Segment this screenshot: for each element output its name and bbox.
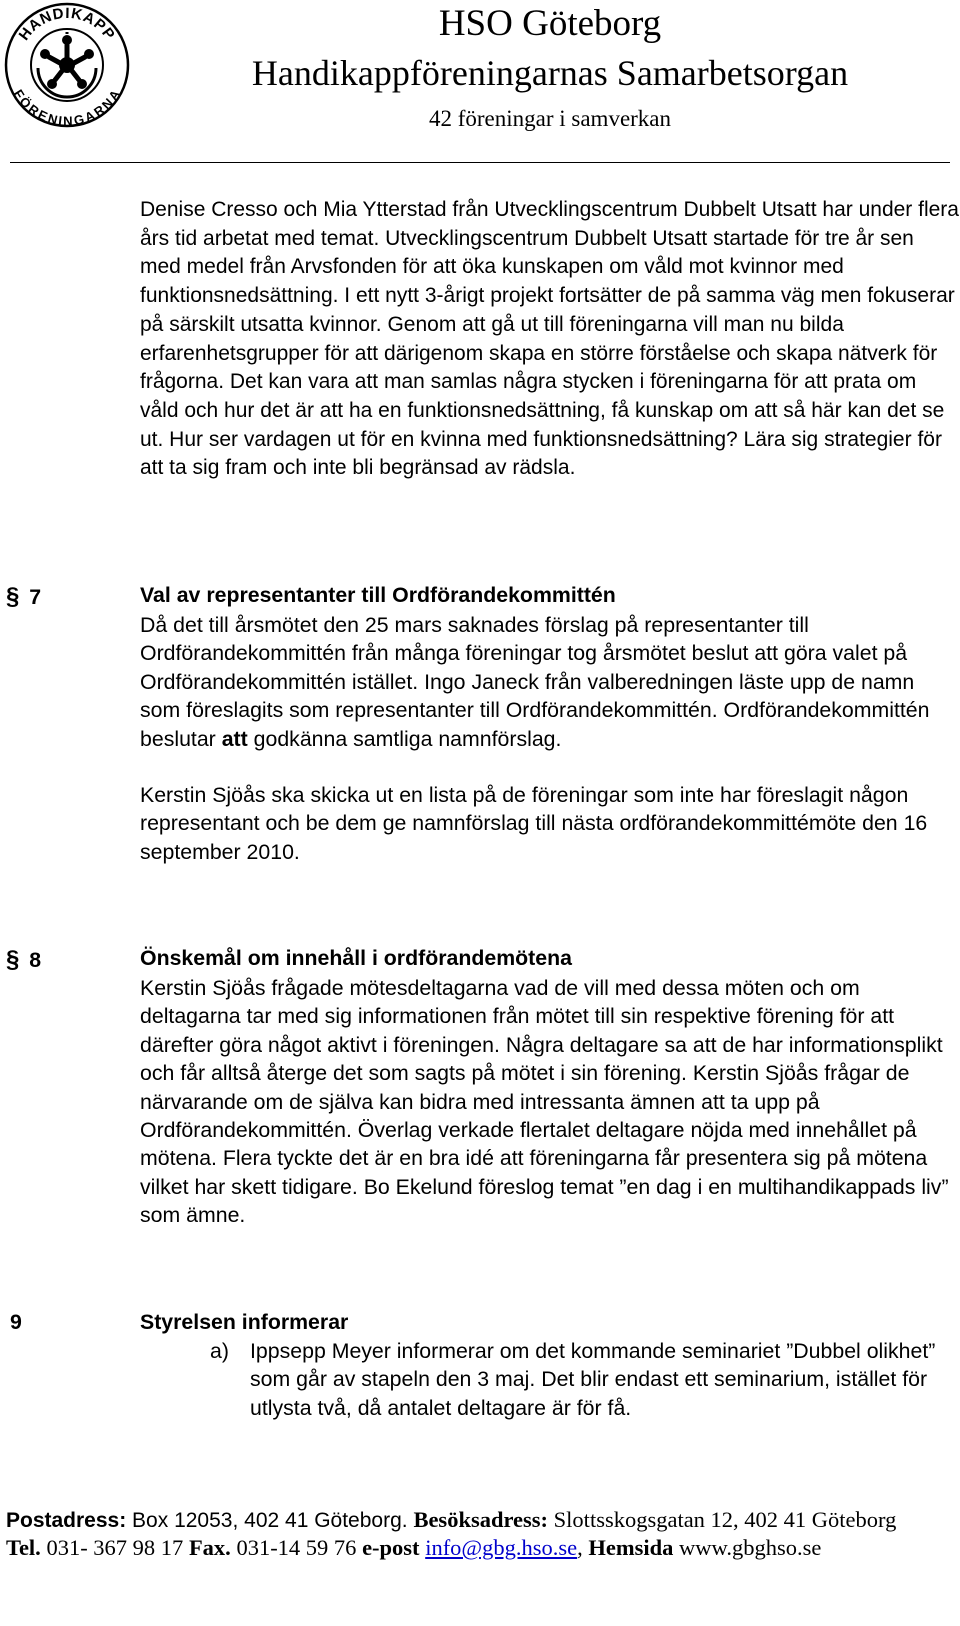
section-7-body xyxy=(140,611,960,866)
handikappforeningarna-logo xyxy=(4,2,130,128)
logo-text-bottom: FÖRENINGARNA xyxy=(10,86,124,128)
section-7-text-b: godkänna samtliga namnförslag. xyxy=(247,726,562,751)
organization-tagline: 42 föreningar i samverkan xyxy=(428,106,672,131)
section-number: 8 xyxy=(29,948,42,972)
item-label: a) xyxy=(210,1339,229,1363)
section-7-paragraph-2: Kerstin Sjöås ska skicka ut en lista på de föreningar som inte har föreslagit någon representant och be dem ge namnförslag till nästa ordförandekommittémöte den 16 september 2010. xyxy=(140,783,928,864)
section-7-number xyxy=(6,583,41,611)
fax-label: Fax. xyxy=(188,1535,231,1560)
postal-value: Box 12053, 402 41 Göteborg. xyxy=(126,1509,414,1532)
section-9-number xyxy=(10,1310,22,1335)
section-symbol: § xyxy=(6,946,20,973)
email-link[interactable]: info@gbg.hso.se xyxy=(425,1535,578,1560)
section-7-text-a: Då det till årsmötet den 25 mars saknades förslag på representanter till Ordförandekommittén från många föreningar tog årsmötet beslut att göra valet på Ordförandekommittén istället. Ingo Janeck från valberedningen läste upp de namn som föreslagits som representanter till Ordförandekommittén. Ordförandekommittén beslutar xyxy=(140,613,930,751)
tel-label: Tel. xyxy=(6,1535,41,1560)
postal-label: Postadress: xyxy=(6,1509,127,1532)
intro-text: Denise Cresso och Mia Ytterstad från Utvecklingscentrum Dubbelt Utsatt har under flera års tid arbetat med temat. Utvecklingscentrum Dubbelt Utsatt startade för tre år sen med medel från Arvsfonden för att öka kunskapen om våld mot kvinnor med funktionsnedsättning. I ett nytt 3-årigt projekt fortsätter de på samma väg men fokuserar på särskilt utsatta kvinnor. Genom att gå ut till föreningarna vill man nu bilda erfarenhetsgrupper för att därigenom skapa en större förståelse och skapa nätverk för frågorna. Det kan vara att man samlas några stycken i föreningarna för att prata om våld och hur det är att ha en funktionsnedsättning, få kunskap om att så här kan det se ut. Hur ser vardagen ut för en kvinna med funktionsnedsättning? Lära sig strategier för att ta sig fram och inte bli begränsad av rädsla. xyxy=(140,198,959,480)
section-7-text-bold: att xyxy=(221,726,248,751)
section-number: 7 xyxy=(29,585,42,609)
tel-value: 031- 367 98 17 xyxy=(40,1535,189,1560)
web-label: Hemsida xyxy=(588,1535,674,1560)
section-8-body xyxy=(140,974,960,1230)
section-9-item-a xyxy=(210,1337,950,1422)
footer-contact-line: Tel. 031- 367 98 17 Fax. 031-14 59 76 e-post info@gbg.hso.se, Hemsida www.gbghso.se xyxy=(6,1535,822,1560)
organization-subtitle: Handikappföreningarnas Samarbetsorgan xyxy=(251,53,849,93)
section-7-heading: Val av representanter till Ordförandekommittén xyxy=(140,583,616,607)
section-9-heading: Styrelsen informerar xyxy=(140,1310,349,1334)
visit-value: Slottsskogsgatan 12, 402 41 Göteborg xyxy=(548,1507,897,1532)
section-7-paragraph-1 xyxy=(140,611,960,753)
web-link[interactable]: www.gbghso.se xyxy=(673,1535,822,1560)
section-symbol: § xyxy=(6,583,20,610)
section-8-heading: Önskemål om innehåll i ordförandemötena xyxy=(140,946,572,970)
fax-value: 031-14 59 76 xyxy=(230,1535,363,1560)
section-8-paragraph-1: Kerstin Sjöås frågade mötesdeltagarna vad de vill med dessa möten och om deltagarna tar med sig informationen från mötet till sin respektive förening för att därefter göra något aktivt i föreningen. Några deltagare sa att de har informationsplikt och får alltså återge det som sagts på mötet i sin förening. Kerstin Sjöås frågar de närvarande om de själva kan bidra med intressanta ämnen att ta upp på Ordförandekommittén. Överlag verkade flertalet deltagare nöjda med innehållet på mötena. Flera tyckte det är en bra idé att föreningarna får presentera sig på mötena vilket har skett tidigare. Bo Ekelund föreslog temat ”en dag i en multihandikappads liv” som ämne. xyxy=(140,976,949,1228)
item-text: Ippsepp Meyer informerar om det kommande seminariet ”Dubbel olikhet” som går av stapeln den 3 maj. Det blir endast ett seminarium, istället för utlysta två, då antalet deltagare är för få. xyxy=(250,1339,936,1420)
intro-paragraph xyxy=(140,196,960,483)
section-number: 9 xyxy=(10,1310,22,1334)
email-label: e-post xyxy=(362,1535,420,1560)
visit-label: Besöksadress: xyxy=(413,1507,549,1532)
logo-text-top: HANDIKAPP xyxy=(15,4,119,44)
svg-text:FÖRENINGARNA xyxy=(11,87,124,128)
section-8-number xyxy=(6,946,41,974)
header-divider xyxy=(10,162,950,163)
organization-name: HSO Göteborg xyxy=(438,3,662,44)
footer-address-line xyxy=(6,1507,954,1533)
